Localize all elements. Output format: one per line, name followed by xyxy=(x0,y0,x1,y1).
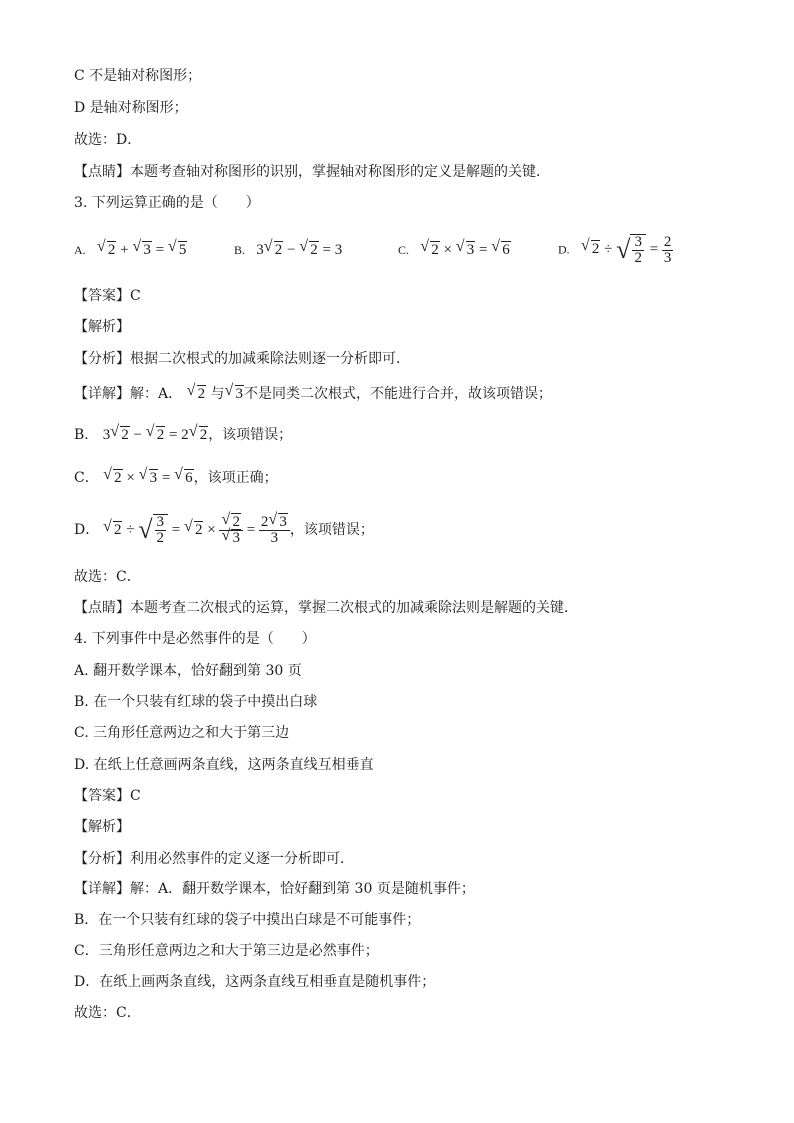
detail-3-b-suffix: ，该项错误； xyxy=(208,427,293,443)
point-1: 【点睛】本题考查轴对称图形的识别，掌握轴对称图形的定义是解题的关键． xyxy=(74,164,550,180)
detail-3-a-suffix: 不是同类二次根式，不能进行合并，故该项错误； xyxy=(244,386,553,402)
jiexi-4: 【解析】 xyxy=(74,819,130,835)
detail-3-a: 【详解】解：A． √ 2 与√ 3不是同类二次根式，不能进行合并，故该项错误； xyxy=(74,384,552,404)
q4-option-b: B. 在一个只装有红球的袋子中摸出白球 xyxy=(74,694,318,710)
choice-3: 故选：C． xyxy=(74,569,141,585)
fenxi-4: 【分析】利用必然事件的定义逐一分析即可． xyxy=(74,851,354,867)
q3-option-d-label: D. xyxy=(558,242,570,257)
detail-3-d-suffix: ，该项错误； xyxy=(289,522,374,538)
q3-option-a-label: A. xyxy=(74,243,86,257)
q3-option-a: A. √ 2 + √ 3 = √ 5 xyxy=(74,240,187,260)
detail-3-c: C． √ 2 × √ 3 = √ 6，该项正确； xyxy=(74,468,278,488)
q4-option-d: D. 在纸上任意画两条直线，这两条直线互相垂直 xyxy=(74,757,374,773)
q3-option-d: D. √ 2 ÷ √ $\frac{3}{2}$ = $\frac{2}{3}$ xyxy=(558,234,673,266)
answer-4: 【答案】C xyxy=(74,788,141,804)
question-3: 3. 下列运算正确的是（ ） xyxy=(74,195,260,211)
line-d-is: D 是轴对称图形； xyxy=(74,100,188,116)
detail-3-b-prefix: B． xyxy=(74,427,99,443)
detail-3-c-suffix: ，该项正确； xyxy=(193,470,278,486)
detail-3-c-prefix: C． xyxy=(74,470,99,486)
q3-option-c: C. √ 2 × √ 3 = √ 6 xyxy=(398,240,511,260)
choice-1: 故选：D． xyxy=(74,132,142,148)
answer-3: 【答案】C xyxy=(74,288,141,304)
detail-3-a-prefix: 【详解】解：A． xyxy=(74,386,183,402)
detail-4-b: B．在一个只装有红球的袋子中摸出白球是不可能事件； xyxy=(74,912,421,928)
detail-3-b: B． 3√ 2 − √ 2 = 2√ 2，该项错误； xyxy=(74,425,292,445)
detail-4-a: 【详解】解：A．翻开数学课本，恰好翻到第 30 页是随机事件； xyxy=(74,881,475,897)
detail-3-d: D． √ 2 ÷ √ $\frac{3}{2}$ = √ 2 × √ 2 √ 3 = $\frac{2√ 3}{3}$ ，该项错误； xyxy=(74,512,374,548)
choice-4: 故选：C． xyxy=(74,1005,141,1021)
detail-3-a-mid: 与 xyxy=(210,386,225,402)
fenxi-3: 【分析】根据二次根式的加减乘除法则逐一分析即可． xyxy=(74,351,410,367)
detail-4-d: D．在纸上画两条直线，这两条直线互相垂直是随机事件； xyxy=(74,974,436,990)
q4-option-a: A. 翻开数学课本，恰好翻到第 30 页 xyxy=(74,663,302,679)
q3-option-b: B. 3√ 2 − √ 2 = 3 xyxy=(234,240,342,260)
detail-3-d-prefix: D． xyxy=(74,522,100,538)
jiexi-3: 【解析】 xyxy=(74,319,130,335)
detail-4-c: C．三角形任意两边之和大于第三边是必然事件； xyxy=(74,943,379,959)
question-4: 4. 下列事件中是必然事件的是（ ） xyxy=(74,631,316,647)
point-3: 【点睛】本题考查二次根式的运算，掌握二次根式的加减乘除法则是解题的关键． xyxy=(74,600,578,616)
line-c-not: C 不是轴对称图形； xyxy=(74,68,202,84)
q3-option-b-label: B. xyxy=(234,243,246,257)
q4-option-c: C. 三角形任意两边之和大于第三边 xyxy=(74,725,290,741)
q3-option-c-label: C. xyxy=(398,243,410,257)
